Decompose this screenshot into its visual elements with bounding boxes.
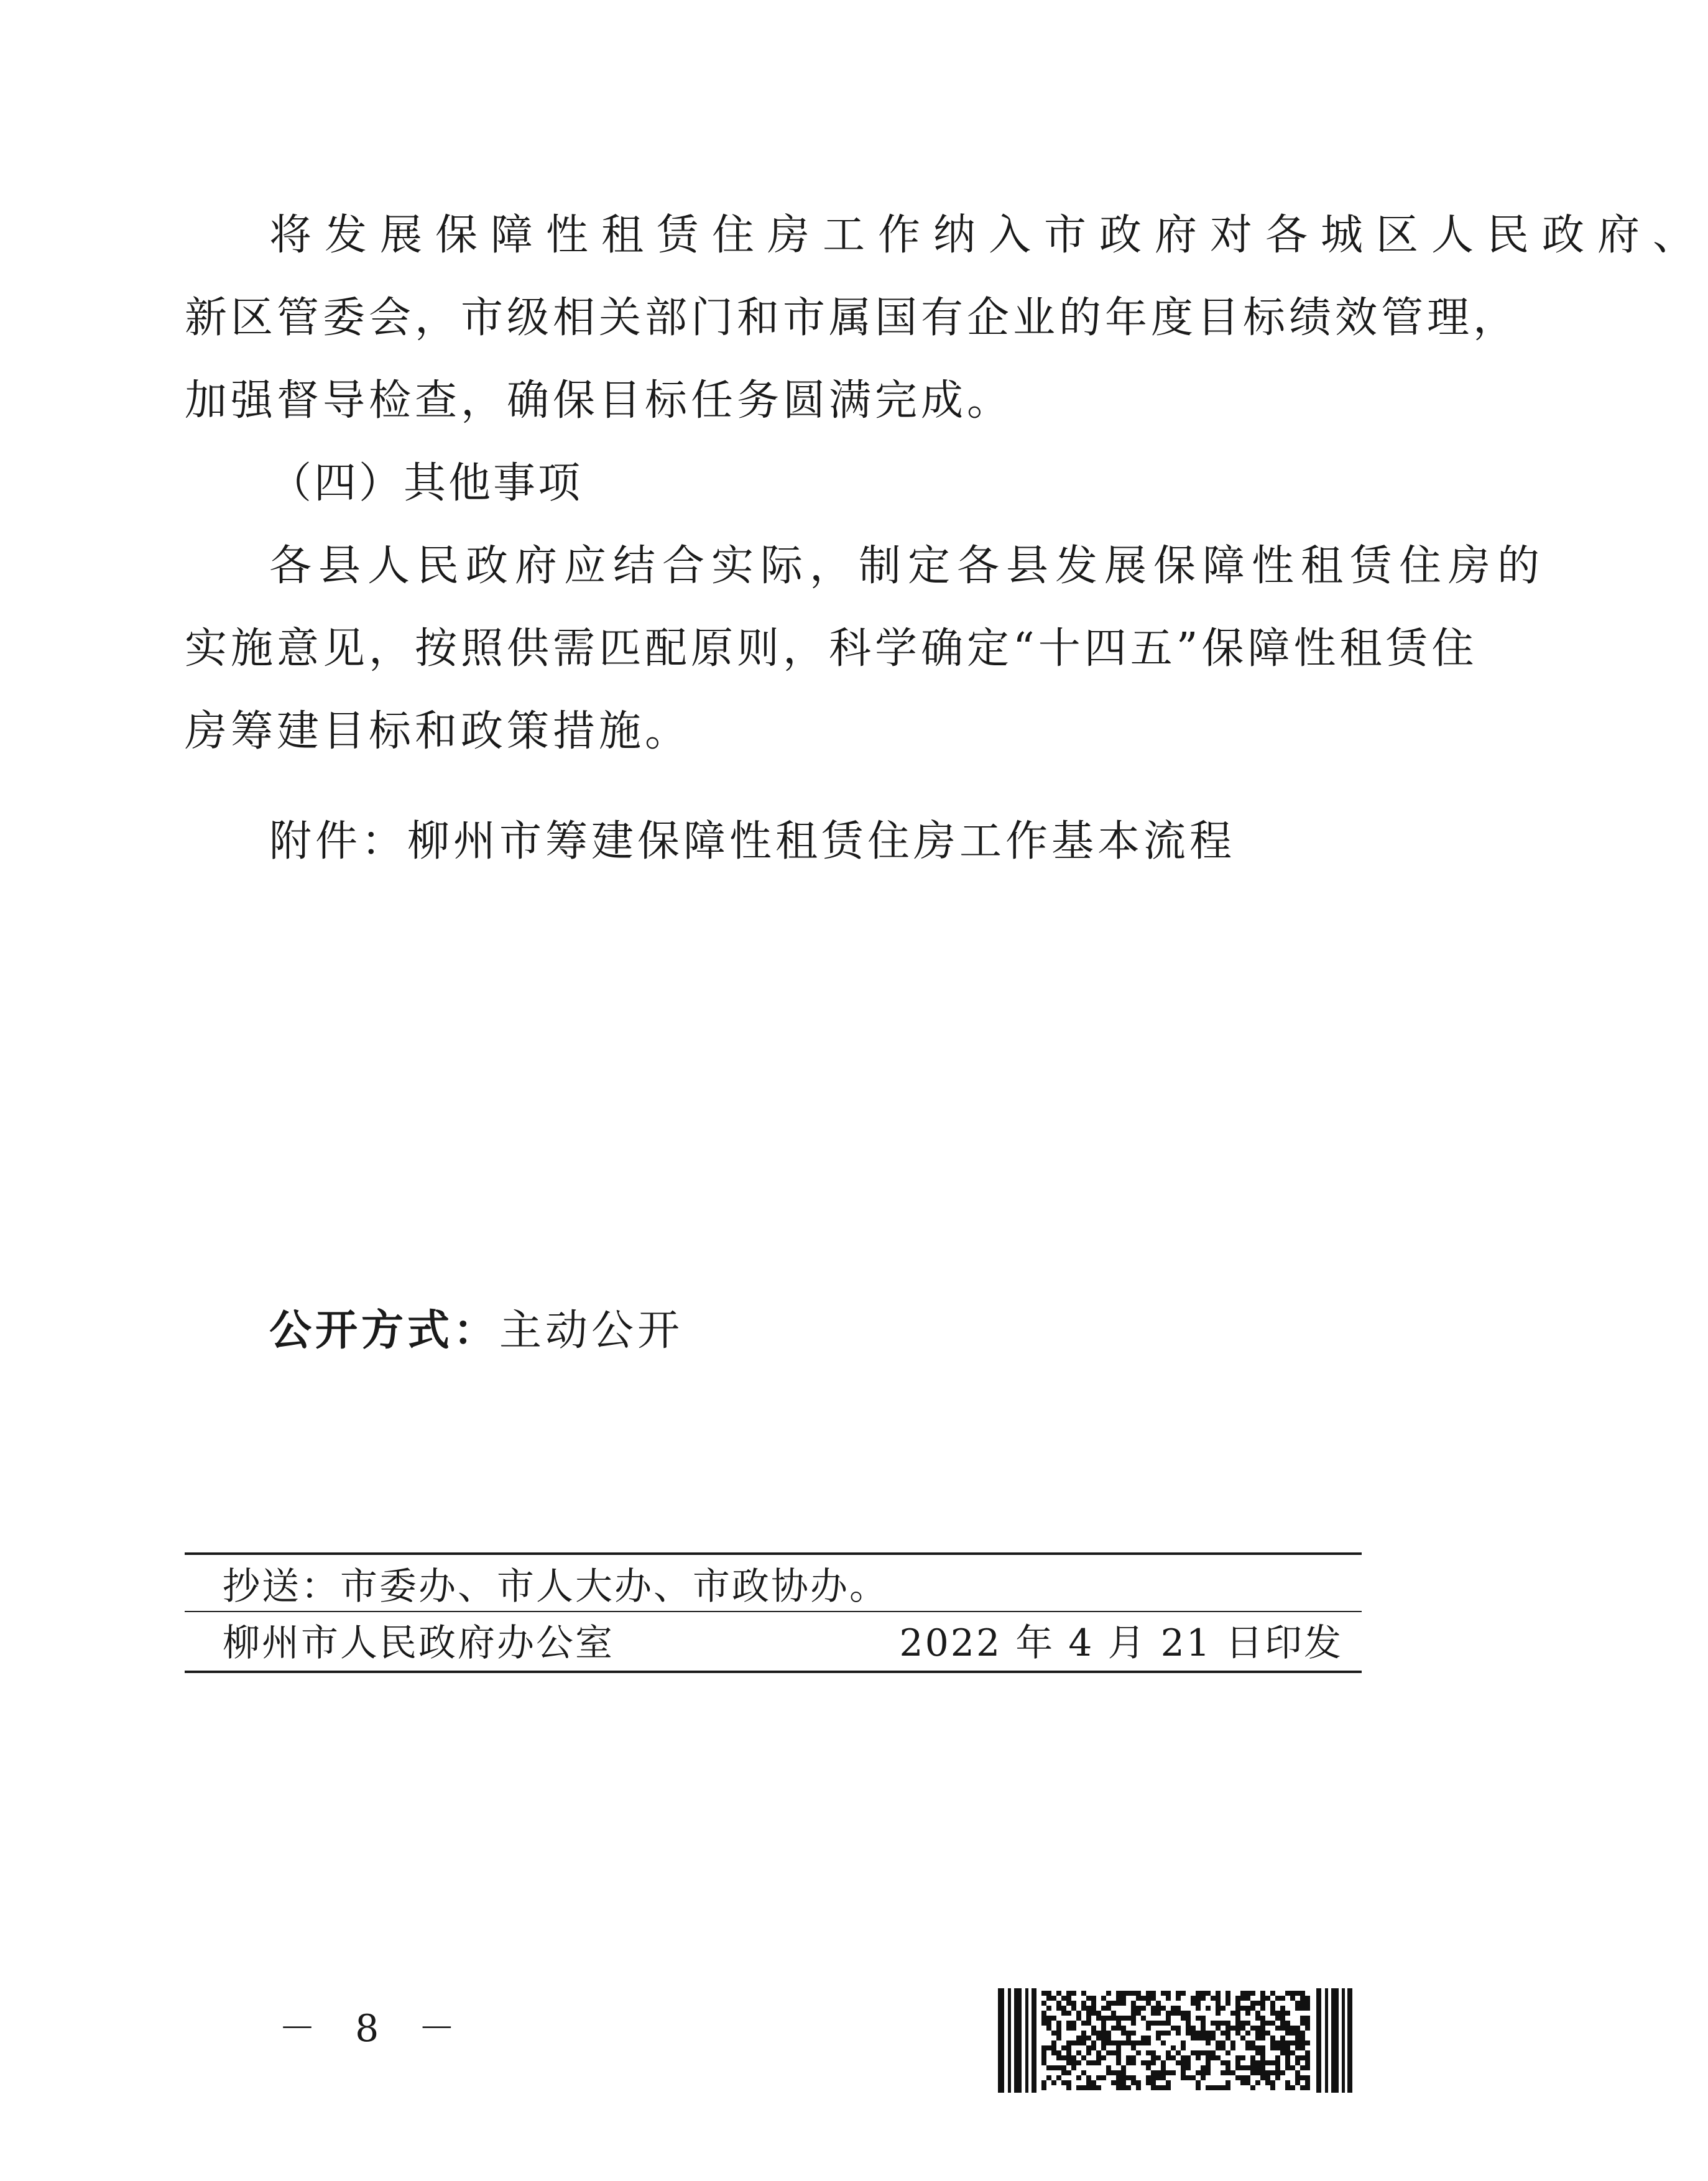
paragraph-text: 将发展保障性租赁住房工作纳入市政府对各城区人民政府、 [269,211,1708,260]
paragraph-text: 房筹建目标和政策措施。 [185,707,691,756]
page-number: － 8 － [279,2007,469,2050]
cc-text: 抄送：市委办、市人大办、市政协办。 [223,1565,889,1608]
paragraph-line [269,211,1708,260]
issuer-row [223,1621,1343,1665]
cc-row [223,1565,889,1608]
issuer-text: 柳州市人民政府办公室 [223,1621,614,1665]
disclosure-label: 公开方式： [269,1306,500,1355]
paragraph-text: 各县人民政府应结合实际，制定各县发展保障性租赁住房的 [269,542,1547,591]
footer-middle-rule [185,1611,1362,1612]
paragraph-text: 新区管委会，市级相关部门和市属国有企业的年度目标绩效管理， [185,293,1520,343]
barcode-icon [998,1988,1352,2093]
footer-top-rule [185,1552,1362,1555]
paragraph-text: 加强督导检查，确保目标任务圆满完成。 [185,376,1013,425]
paragraph-line [185,376,1013,425]
disclosure-value: 主动公开 [499,1306,684,1355]
disclosure-line [269,1306,684,1355]
footer-bottom-rule [185,1671,1362,1673]
section-heading [269,459,583,508]
section-heading-text: （四）其他事项 [269,459,583,508]
attachment-text: 附件：柳州市筹建保障性租赁住房工作基本流程 [269,817,1236,866]
paragraph-line [185,624,1478,673]
paragraph-line [185,293,1520,343]
paragraph-line [185,707,691,756]
paragraph-text: 实施意见，按照供需匹配原则，科学确定“十四五”保障性租赁住 [185,624,1478,673]
issue-date: 2022 年 4 月 21 日印发 [899,1621,1343,1665]
attachment-line [269,817,1236,866]
paragraph-line [269,542,1547,591]
